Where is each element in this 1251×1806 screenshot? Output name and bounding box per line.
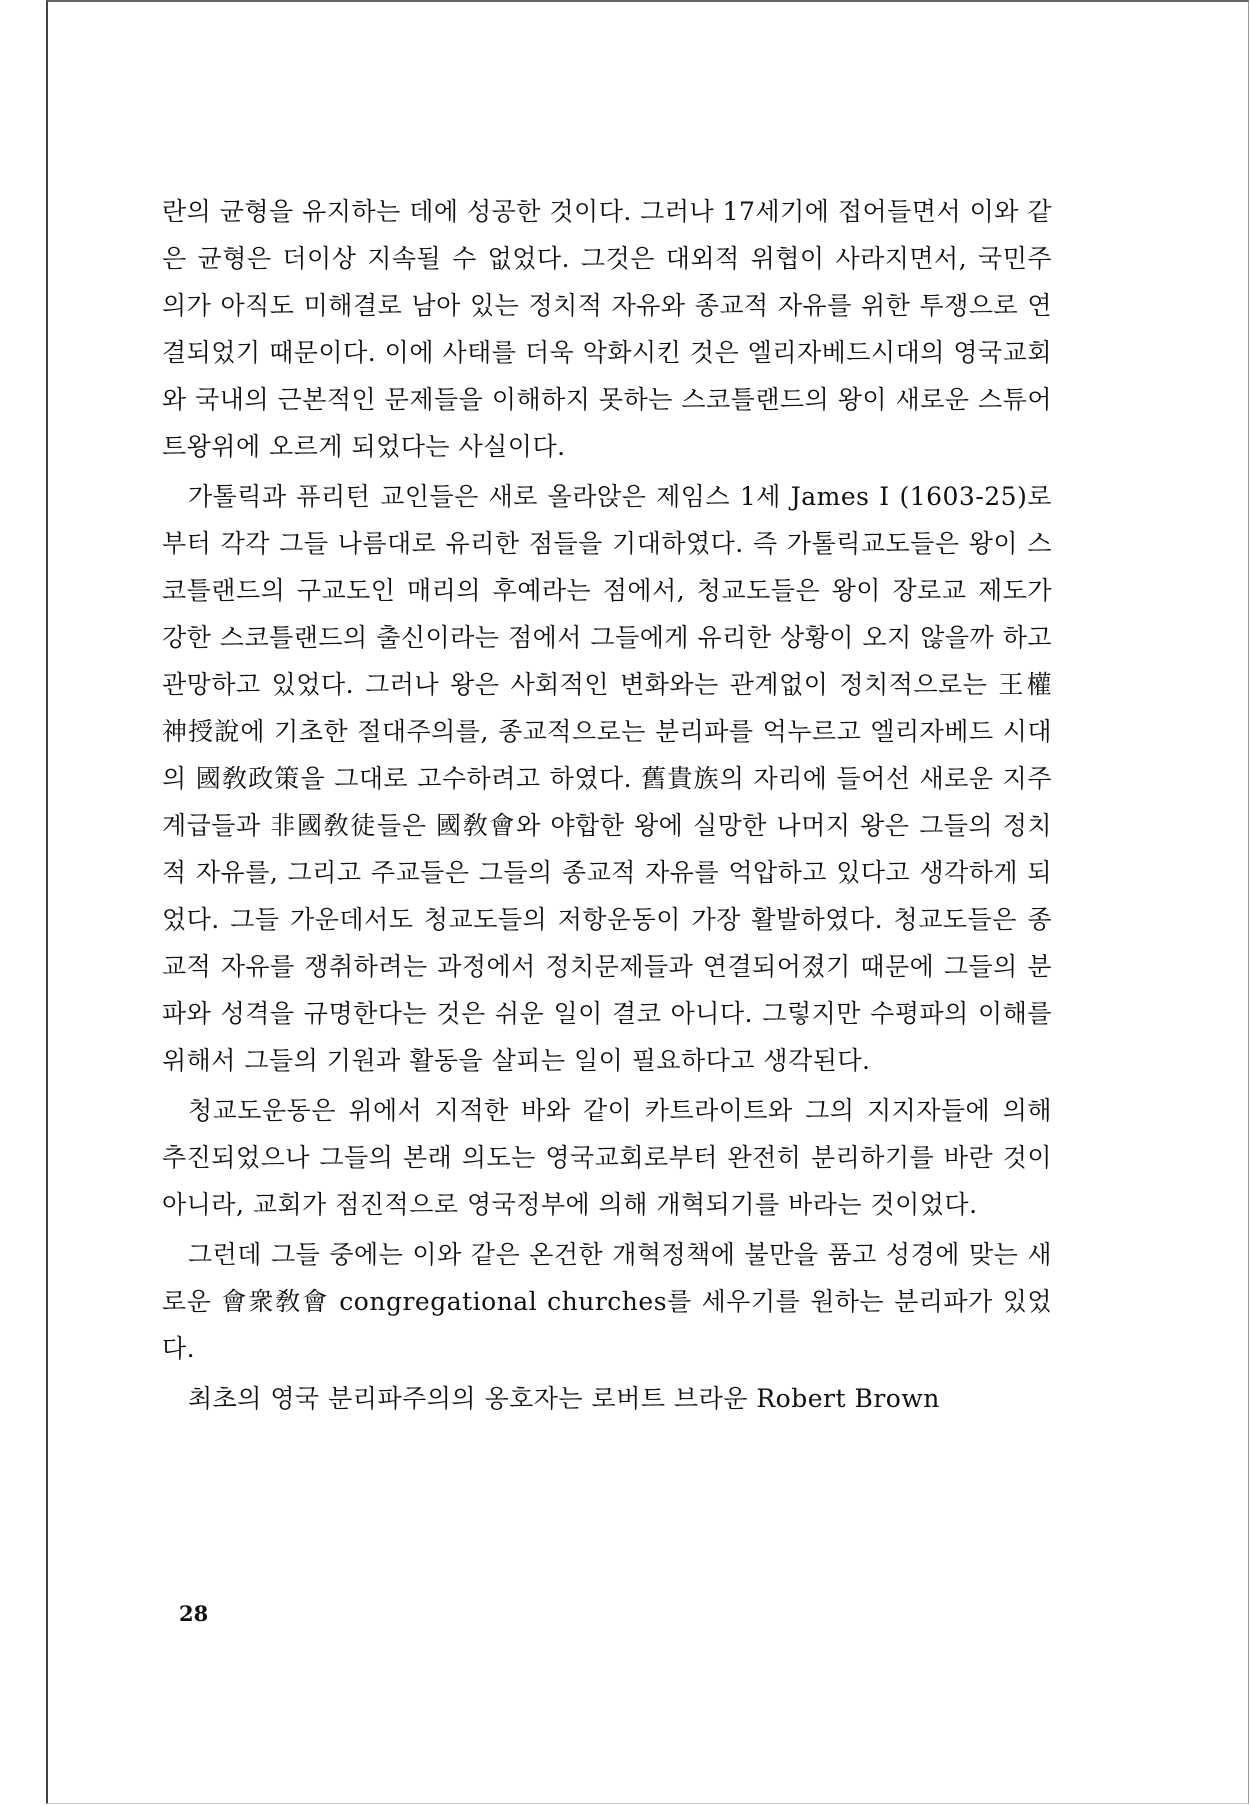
paragraph-4: 그런데 그들 중에는 이와 같은 온건한 개혁정책에 불만을 품고 성경에 맞는 새로운 會衆敎會 congregational churches를 세우기를 원하는 분리파가 있었다. xyxy=(162,1240,1052,1363)
paragraph-2: 가톨릭과 퓨리턴 교인들은 새로 올라앉은 제임스 1세 James I (1603-25)로부터 각각 그들 나름대로 유리한 점들을 기대하였다. 즉 가톨릭교도들은 왕이 스코틀랜드의 구교도인 매리의 후예라는 점에서, 청교도들은 왕이 장로교 제도가 강한 스코틀랜드의 출신이라는 점에서 그들에게 유리한 상황이 오지 않을까 하고 관망하고 있었다. 그러나 왕은 사회적인 변화와는 관계없이 정치적으로는 王權神授說에 기초한 절대주의를, 종교적으로는 분리파를 억누르고 엘리자베드 시대의 國敎政策을 그대로 고수하려고 하였다. 舊貴族의 자리에 들어선 새로운 지주계급들과 非國敎徒들은 國敎會와 야합한 왕에 실망한 나머지 왕은 그들의 정치적 자유를, 그리고 주교들은 그들의 종교적 자유를 억압하고 있다고 생각하게 되었다. 그들 가운데서도 청교도들의 저항운동이 가장 활발하였다. 청교도들은 종교적 자유를 쟁취하려는 과정에서 정치문제들과 연결되어졌기 때문에 그들의 분파와 성격을 규명한다는 것은 쉬운 일이 결코 아니다. 그렇지만 수평파의 이해를 위해서 그들의 기원과 활동을 살피는 일이 필요하다고 생각된다. xyxy=(162,482,1052,1075)
paragraph-5: 최초의 영국 분리파주의의 옹호자는 로버트 브라운 Robert Brown xyxy=(188,1384,940,1413)
paragraph-1: 란의 균형을 유지하는 데에 성공한 것이다. 그러나 17세기에 접어들면서 이와 같은 균형은 더이상 지속될 수 없었다. 그것은 대외적 위협이 사라지면서, 국민주의가 아직도 미해결로 남아 있는 정치적 자유와 종교적 자유를 위한 투쟁으로 연결되었기 때문이다. 이에 사태를 더욱 악화시킨 것은 엘리자베드시대의 영국교회와 국내의 근본적인 문제들을 이해하지 못하는 스코틀랜드의 왕이 새로운 스튜어트왕위에 오르게 되었다는 사실이다. xyxy=(162,197,1052,461)
page-number: 28 xyxy=(179,1601,209,1626)
body-text xyxy=(162,188,1052,1422)
page-edge-shadow xyxy=(0,0,46,1806)
paragraph-3: 청교도운동은 위에서 지적한 바와 같이 카트라이트와 그의 지지자들에 의해 추진되었으나 그들의 본래 의도는 영국교회로부터 완전히 분리하기를 바란 것이 아니라, 교회가 점진적으로 영국정부에 의해 개혁되기를 바라는 것이었다. xyxy=(162,1096,1052,1219)
